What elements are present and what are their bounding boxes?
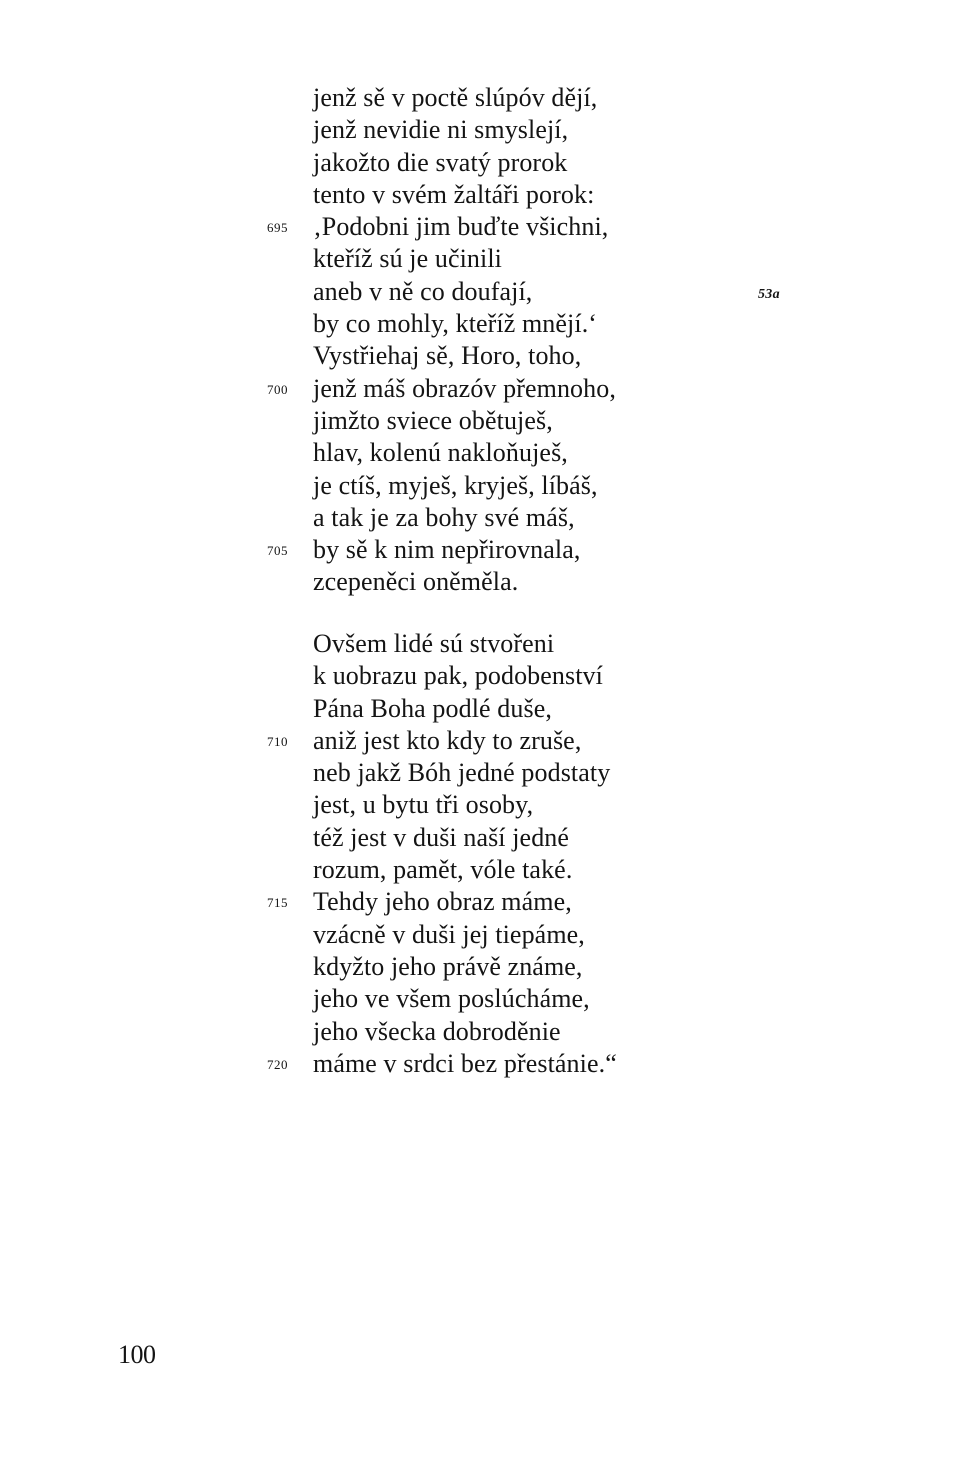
page-number: 100 — [118, 1340, 156, 1369]
verse-text: jest, u bytu tři osoby, — [313, 790, 534, 820]
verse-line — [267, 1048, 617, 1080]
verse-text: máme v srdci bez přestánie.“ — [313, 1048, 617, 1078]
verse-line — [313, 147, 616, 179]
verse-text: Vystřiehaj sě, Horo, toho, — [313, 341, 582, 371]
verse-line — [313, 951, 617, 983]
line-number: 705 — [267, 543, 288, 559]
verse-line — [313, 854, 617, 886]
verse-text: kdyžto jeho právě známe, — [313, 951, 583, 981]
verse-text: jenž nevidie ni smyslejí, — [313, 115, 569, 145]
verse-text: vzácně v duši jej tiepáme, — [313, 919, 585, 949]
stanza — [267, 82, 616, 599]
verse-text: tento v svém žaltáři porok: — [313, 179, 595, 209]
verse-text: a tak je za bohy své máš, — [313, 502, 575, 532]
verse-text: zcepeněci oněměla. — [313, 567, 519, 597]
verse-line — [313, 757, 617, 789]
verse-text: aneb v ně co doufají, — [313, 276, 533, 306]
verse-line — [313, 822, 617, 854]
verse-text: k uobrazu pak, podobenství — [313, 661, 603, 691]
verse-line — [313, 114, 616, 146]
verse-line — [313, 1016, 617, 1048]
line-number: 695 — [267, 220, 288, 236]
line-number: 720 — [267, 1056, 288, 1072]
verse-line — [313, 437, 616, 469]
verse-line — [313, 693, 617, 725]
verse-line — [313, 276, 616, 308]
verse-text: jenž sě v poctě slúpóv dějí, — [313, 83, 598, 112]
verse-line — [313, 983, 617, 1015]
verse-text: jimžto sviece obětuješ, — [313, 405, 553, 435]
verse-line — [267, 211, 616, 243]
verse-line — [267, 886, 617, 918]
verse-text: též jest v duši naší jedné — [313, 822, 570, 852]
verse-line — [313, 405, 616, 437]
verse-line — [313, 243, 616, 275]
verse-text: Tehdy jeho obraz máme, — [313, 887, 572, 917]
verse-text: Ovšem lidé sú stvořeni — [313, 629, 555, 658]
verse-text: rozum, pamět, vóle také. — [313, 855, 573, 885]
line-number: 710 — [267, 733, 288, 749]
verse-line — [267, 534, 616, 566]
line-number: 700 — [267, 381, 288, 397]
verse-text: by sě k nim nepřirovnala, — [313, 535, 581, 565]
verse-text: jenž máš obrazóv přemnoho, — [313, 373, 616, 403]
verse-line — [313, 470, 616, 502]
verse-line — [313, 82, 616, 114]
verse-line — [267, 725, 617, 757]
verse-text: jeho ve všem poslúcháme, — [313, 984, 590, 1014]
verse-text: by co mohly, kteříž mnějí.‘ — [313, 309, 598, 339]
verse-line — [313, 179, 616, 211]
verse-line — [313, 919, 617, 951]
verse-text: Pána Boha podlé duše, — [313, 693, 552, 723]
verse-text: neb jakž Bóh jedné podstaty — [313, 758, 611, 788]
verse-text: hlav, kolenú nakloňuješ, — [313, 438, 568, 468]
verse-line — [313, 789, 617, 821]
verse-text: ‚Podobni jim buďte všichni, — [313, 212, 609, 242]
stanza — [267, 628, 617, 1080]
verse-text: jeho všecka dobroděnie — [313, 1016, 561, 1046]
verse-line — [313, 502, 616, 534]
verse-text: je ctíš, myješ, kryješ, líbáš, — [313, 470, 598, 500]
folio-marker: 53a — [758, 287, 780, 302]
verse-line — [313, 566, 616, 598]
verse-line — [313, 628, 617, 660]
verse-line — [313, 660, 617, 692]
verse-text: jakožto die svatý prorok — [313, 147, 568, 177]
verse-line — [313, 340, 616, 372]
verse-line — [267, 373, 616, 405]
line-number: 715 — [267, 895, 288, 911]
verse-line — [313, 308, 616, 340]
verse-text: aniž jest kto kdy to zruše, — [313, 725, 582, 755]
verse-text: kteříž sú je učinili — [313, 244, 503, 274]
